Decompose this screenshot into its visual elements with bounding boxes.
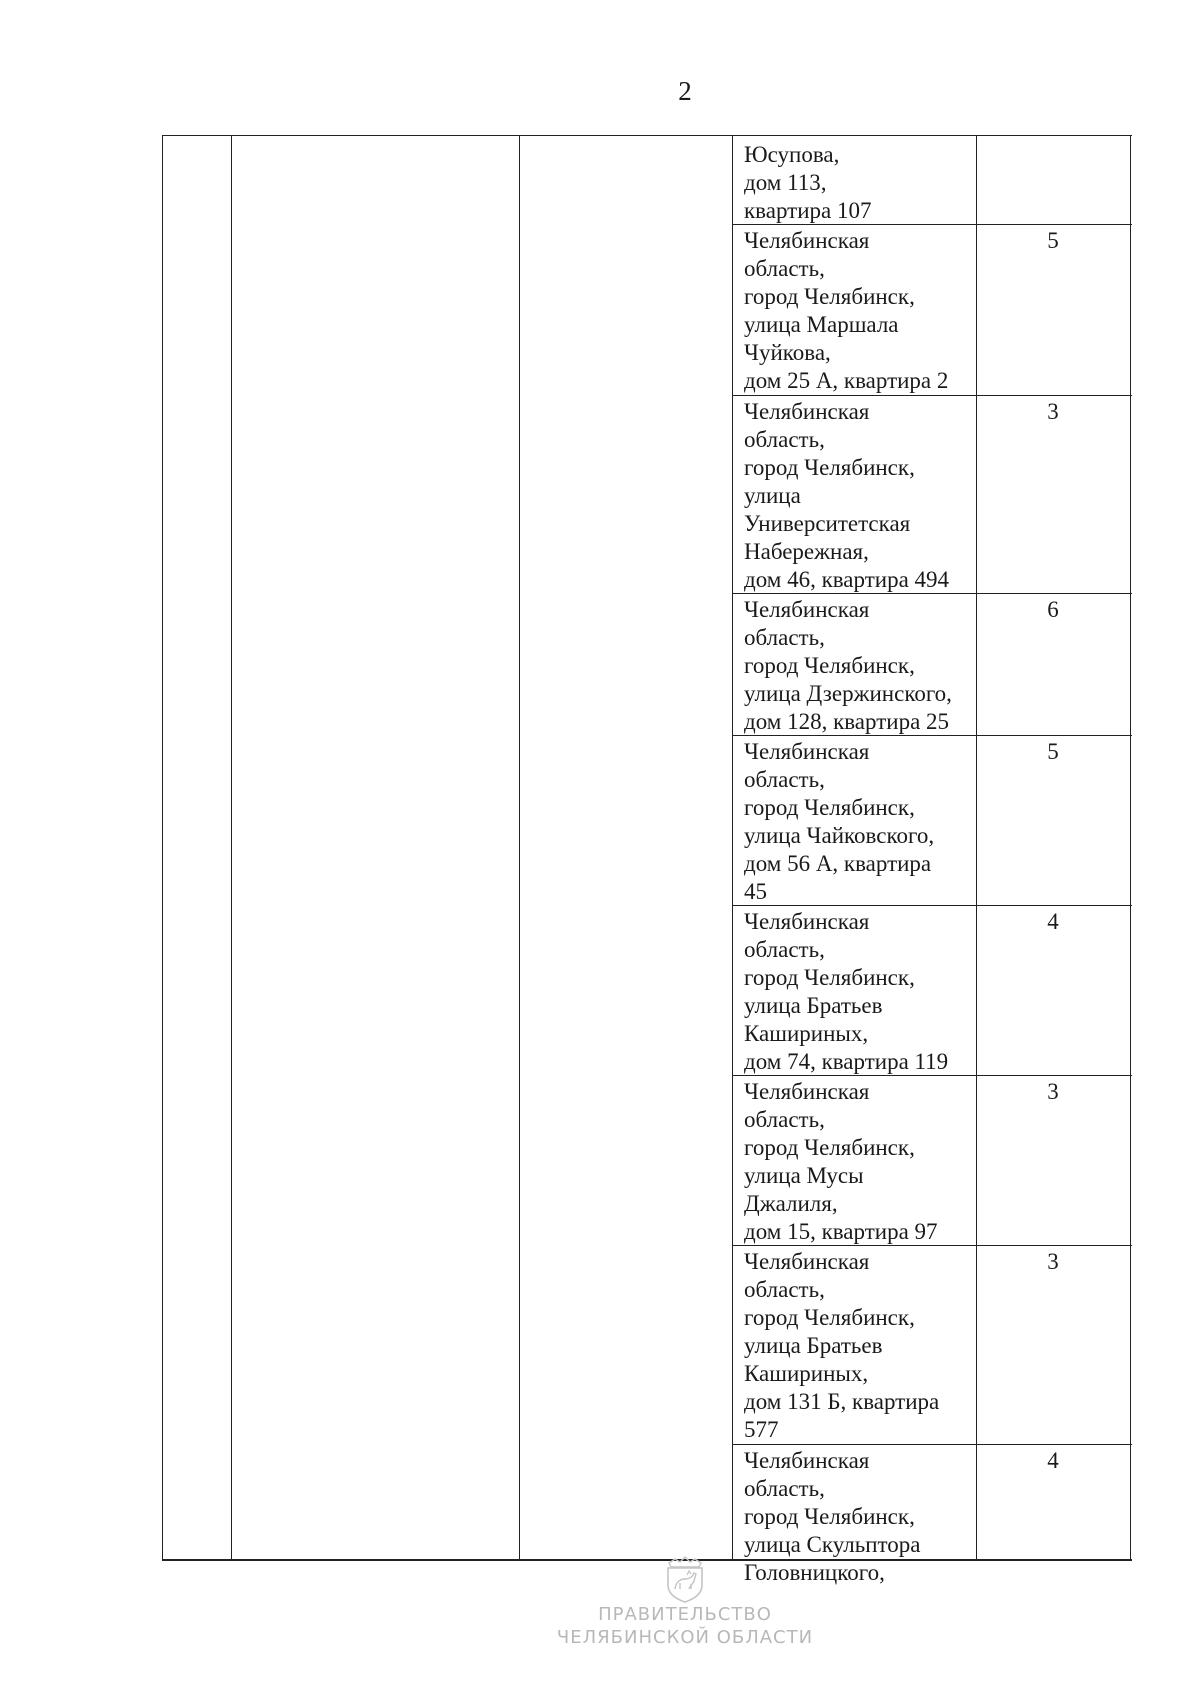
- count-cell: 3: [1047, 1079, 1059, 1104]
- address-cell: Челябинская область, город Челябинск, улица Маршала Чуйкова, дом 25 А, квартира 2: [744, 228, 949, 393]
- table-row: [732, 1444, 1132, 1585]
- address-cell: Челябинская область, город Челябинск, улица Мусы Джалиля, дом 15, квартира 97: [744, 1079, 938, 1244]
- address-cell: Челябинская область, город Челябинск, улица Братьев Кашириных, дом 131 Б, квартира 577: [744, 1249, 940, 1442]
- address-cell: Челябинская область, город Челябинск, улица Дзержинского, дом 128, квартира 25: [744, 597, 952, 734]
- count-cell: 5: [1047, 739, 1059, 764]
- watermark-line-2: ЧЕЛЯБИНСКОЙ ОБЛАСТИ: [556, 1627, 814, 1648]
- column-divider: [231, 136, 232, 1559]
- count-cell: 4: [1047, 1448, 1059, 1473]
- address-cell: Челябинская область, город Челябинск, улица Братьев Кашириных, дом 74, квартира 119: [744, 909, 949, 1074]
- column-divider: [519, 136, 520, 1559]
- table-row: [732, 136, 1132, 224]
- page-number: 2: [678, 76, 692, 106]
- address-table: [162, 135, 1132, 1585]
- table-row: [732, 1075, 1132, 1245]
- table-row: [732, 224, 1132, 395]
- address-cell: Челябинская область, город Челябинск, улица Скульптора Головницкого,: [744, 1448, 921, 1585]
- watermark-line-1: ПРАВИТЕЛЬСТВО: [598, 1604, 772, 1625]
- table-row: [732, 1245, 1132, 1444]
- table-row: [732, 905, 1132, 1075]
- count-cell: 6: [1047, 597, 1059, 622]
- table-row: [732, 395, 1132, 593]
- address-cell: Юсупова, дом 113, квартира 107: [744, 142, 872, 223]
- government-watermark: [0, 1553, 1200, 1649]
- count-cell: 5: [1047, 228, 1059, 253]
- address-cell: Челябинская область, город Челябинск, улица Чайковского, дом 56 А, квартира 45: [744, 739, 935, 904]
- address-cell: Челябинская область, город Челябинск, улица Университетская Набережная, дом 46, квартира 494: [744, 399, 950, 592]
- count-cell: 3: [1047, 399, 1059, 424]
- table-row: [732, 593, 1132, 735]
- table-row: [732, 735, 1132, 905]
- chelyabinsk-coat-of-arms-icon: [663, 1553, 707, 1603]
- count-cell: 4: [1047, 909, 1059, 934]
- count-cell: 3: [1047, 1249, 1059, 1274]
